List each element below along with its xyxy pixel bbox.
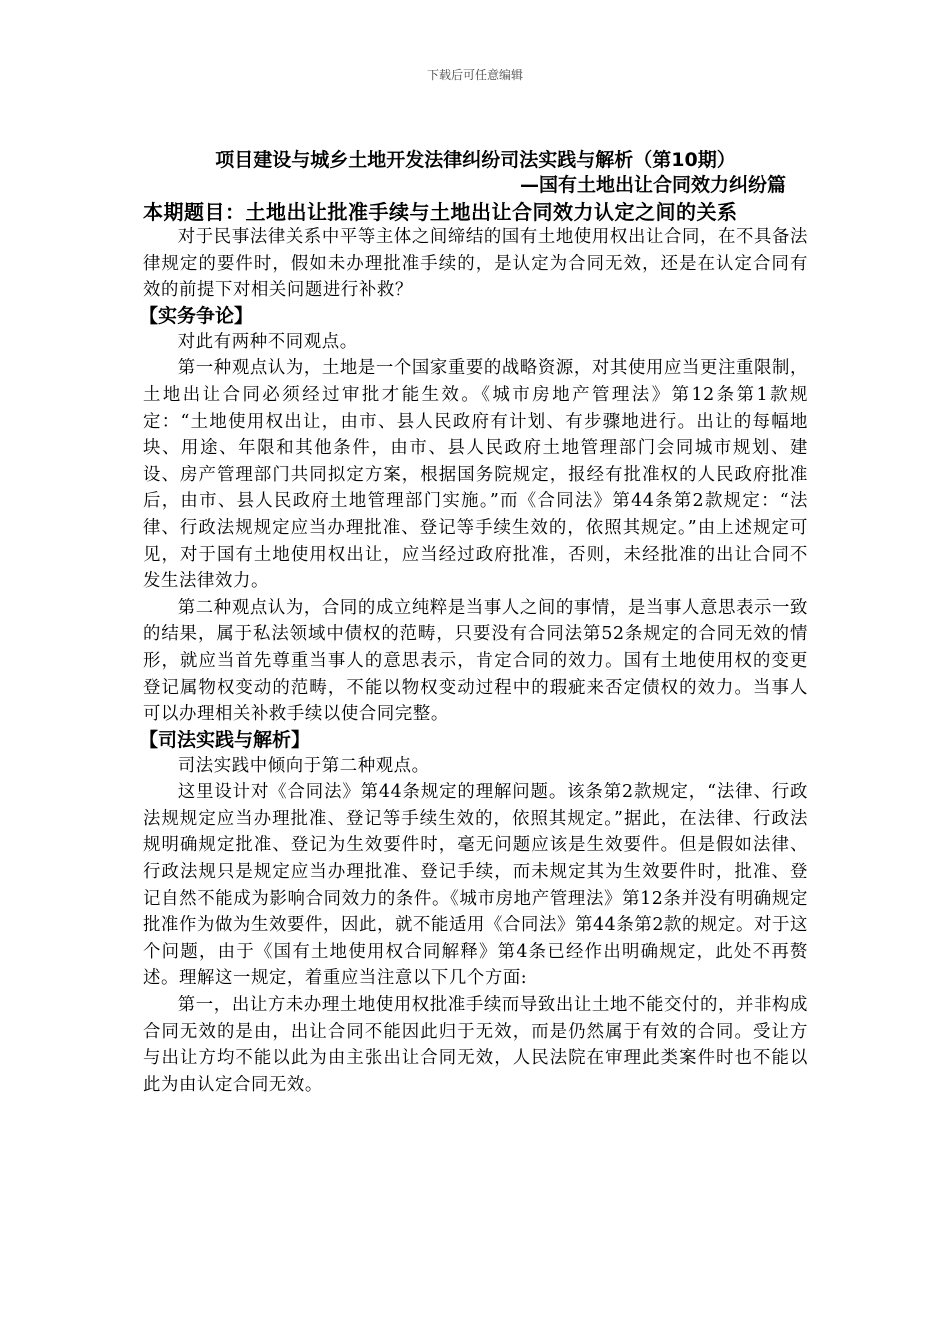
- document-body: [139, 148, 808, 1098]
- paragraph: 这里设计对《合同法》第44条规定的理解问题。该条第2款规定，“法律、行政法规规定应当办理批准、登记等手续生效的，依照其规定。”据此，在法律、行政法规明确规定批准、登记为生效要件时，毫无问题应该是生效要件。但是假如法律、行政法规只是规定应当办理批准、登记手续，而未规定其为生效要件时，批准、登记自然不能成为影响合同效力的条件。《城市房地产管理法》第12条并没有明确规定批准作为做为生效要件，因此，就不能适用《合同法》第44条第2款的规定。对于这个问题，由于《国有土地使用权合同解释》第4条已经作出明确规定，此处不再赘述。理解这一规定，着重应当注意以下几个方面:: [143, 782, 808, 989]
- document-subtitle: —国有土地出让合同效力纠纷篇: [519, 174, 786, 196]
- document-title: 项目建设与城乡土地开发法律纠纷司法实践与解析（第10期）: [215, 149, 736, 171]
- paragraph: 第二种观点认为，合同的成立纯粹是当事人之间的事情，是当事人意思表示一致的结果，属于私法领域中债权的范畴，只要没有合同法第52条规定的合同无效的情形，就应当首先尊重当事人的意思表示，肯定合同的效力。国有土地使用权的变更登记属物权变动的范畴，不能以物权变动过程中的瑕疵来否定债权的效力。当事人可以办理相关补救手续以使合同完整。: [143, 597, 808, 725]
- section-heading-practice: 【司法实践与解析】: [139, 728, 311, 751]
- topic-heading: 本期题目：土地出让批准手续与土地出让合同效力认定之间的关系: [143, 200, 738, 224]
- paragraph: 第一种观点认为，土地是一个国家重要的战略资源，对其使用应当更注重限制，土地出让合同必须经过审批才能生效。《城市房地产管理法》第12条第1款规定：“土地使用权出让，由市、县人民政府有计划、有步骤地进行。出让的每幅地块、用途、年限和其他条件，由市、县人民政府土地管理部门会同城市规划、建设、房产管理部门共同拟定方案，根据国务院规定，报经有批准权的人民政府批准后，由市、县人民政府土地管理部门实施。”而《合同法》第44条第2款规定：“法律、行政法规规定应当办理批准、登记等手续生效的，依照其规定。”由上述规定可见，对于国有土地使用权出让，应当经过政府批准，否则，未经批准的出让合同不发生法律效力。: [143, 358, 808, 592]
- paragraph: 对此有两种不同观点。: [177, 331, 358, 352]
- intro-paragraph: 对于民事法律关系中平等主体之间缔结的国有土地使用权出让合同，在不具备法律规定的要件时，假如未办理批准手续的，是认定为合同无效，还是在认定合同有效的前提下对相关问题进行补救？: [143, 227, 808, 301]
- section-heading-dispute: 【实务争论】: [139, 304, 254, 327]
- header-note: 下载后可任意编辑: [426, 68, 523, 82]
- paragraph: 司法实践中倾向于第二种观点。: [177, 755, 430, 776]
- paragraph: 第一，出让方未办理土地使用权批准手续而导致出让土地不能交付的，并非构成合同无效的是由，出让合同不能因此归于无效，而是仍然属于有效的合同。受让方与出让方均不能以此为由主张出让合同无效，人民法院在审理此类案件时也不能以此为由认定合同无效。: [143, 995, 808, 1095]
